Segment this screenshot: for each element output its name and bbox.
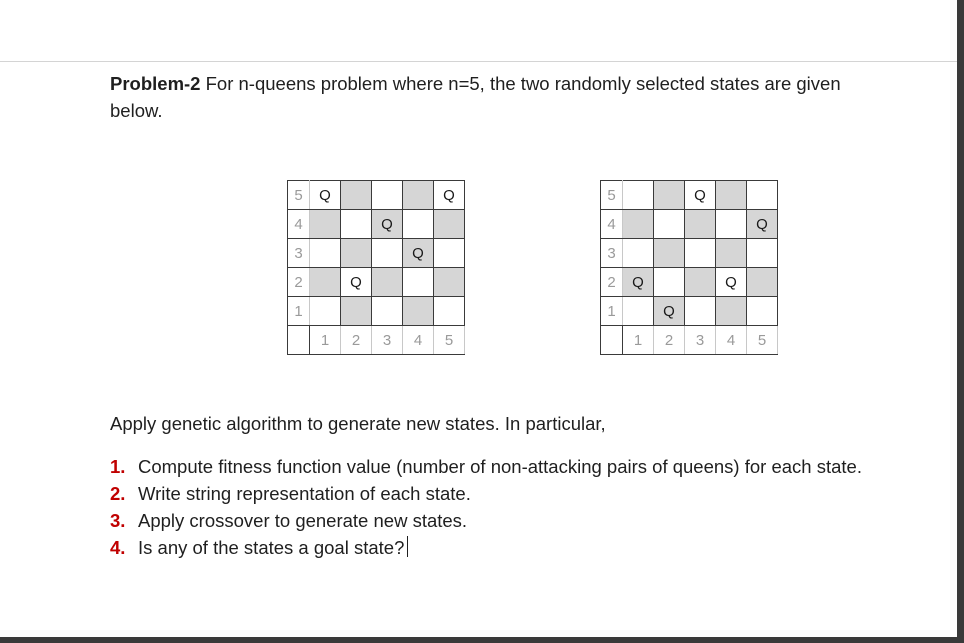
board-square [372,268,403,297]
task-text: Compute fitness function value (number of non-attacking pairs of queens) for each state. [138,456,862,477]
board-row [288,297,465,326]
window-bottom-edge [0,637,964,643]
board-row [601,210,778,239]
board-square [403,181,434,210]
board-square [434,239,465,268]
board-state-1 [287,180,465,355]
task-number: 1. [110,456,126,477]
problem-statement [110,70,870,124]
board-square: Q [747,210,778,239]
board-square [372,297,403,326]
board-square [747,239,778,268]
board-square: Q [623,268,654,297]
rank-label: 4 [288,210,310,239]
task-text: Write string representation of each state. [138,483,471,504]
board-square [310,297,341,326]
board-state-2 [600,180,778,355]
file-label: 3 [372,326,403,355]
board-square: Q [654,297,685,326]
file-label: 4 [716,326,747,355]
board-square [623,210,654,239]
board-square [623,181,654,210]
rank-label: 1 [288,297,310,326]
board-square [623,239,654,268]
board-square [716,210,747,239]
file-labels-row [288,326,465,355]
task-number: 2. [110,483,126,504]
rank-label: 5 [288,181,310,210]
board-square [341,297,372,326]
board-square [685,268,716,297]
board-square [623,297,654,326]
board-square [716,239,747,268]
board-corner [601,326,623,355]
board-square [434,268,465,297]
board-square: Q [434,181,465,210]
rank-label: 2 [288,268,310,297]
problem-text: For n-queens problem where n=5, the two randomly selected states are given below. [110,73,841,121]
task-number: 3. [110,510,126,531]
board-square [341,239,372,268]
board-square [434,210,465,239]
board-square: Q [403,239,434,268]
apply-instruction: Apply genetic algorithm to generate new states. In particular, [110,413,606,434]
board-row [601,239,778,268]
board-square [654,210,685,239]
board-square [716,181,747,210]
board-row [288,181,465,210]
file-label: 1 [310,326,341,355]
board-row [288,210,465,239]
header-divider [0,61,957,62]
rank-label: 1 [601,297,623,326]
rank-label: 5 [601,181,623,210]
file-label: 3 [685,326,716,355]
file-label: 1 [623,326,654,355]
task-item [110,534,870,561]
task-number: 4. [110,537,126,558]
board-square [310,239,341,268]
board-square: Q [716,268,747,297]
board-square [403,210,434,239]
board-square [310,268,341,297]
board-square [654,268,685,297]
board-square [747,181,778,210]
board-square [341,210,372,239]
board-square [747,297,778,326]
file-labels-row [601,326,778,355]
window-right-edge [957,0,964,643]
board-square [685,297,716,326]
board-corner [288,326,310,355]
rank-label: 2 [601,268,623,297]
task-item [110,480,870,507]
board-square [403,297,434,326]
board-square: Q [310,181,341,210]
task-text: Is any of the states a goal state? [138,537,405,558]
task-text: Apply crossover to generate new states. [138,510,468,531]
board-square [372,181,403,210]
board-row [601,181,778,210]
board-square [747,268,778,297]
file-label: 2 [654,326,685,355]
board-square: Q [685,181,716,210]
board-square [434,297,465,326]
problem-label: Problem-2 [110,73,201,94]
board-row [601,297,778,326]
board-square [341,181,372,210]
board-square [403,268,434,297]
board-square [372,239,403,268]
file-label: 5 [747,326,778,355]
task-item [110,507,870,534]
board-square [310,210,341,239]
board-square: Q [372,210,403,239]
task-list [110,453,870,561]
board-row [601,268,778,297]
rank-label: 3 [288,239,310,268]
board-square [685,210,716,239]
board-square [716,297,747,326]
board-square [685,239,716,268]
board-row [288,239,465,268]
file-label: 2 [341,326,372,355]
file-label: 4 [403,326,434,355]
board-square: Q [341,268,372,297]
rank-label: 3 [601,239,623,268]
board-square [654,181,685,210]
text-cursor[interactable] [407,536,408,557]
task-item [110,453,870,480]
board-row [288,268,465,297]
board-square [654,239,685,268]
rank-label: 4 [601,210,623,239]
file-label: 5 [434,326,465,355]
